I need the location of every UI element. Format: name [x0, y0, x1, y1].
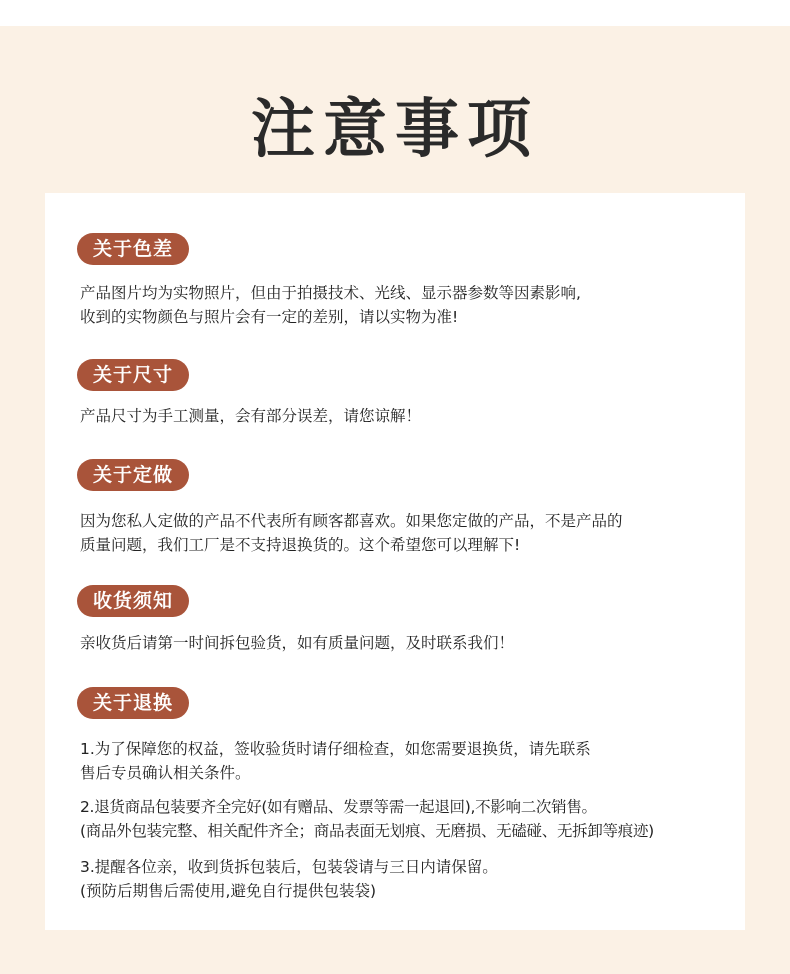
- section-heading-badge: 收货须知: [77, 585, 189, 617]
- section-heading-badge: 关于尺寸: [77, 359, 189, 391]
- section-heading-badge: 关于色差: [77, 233, 189, 265]
- section-text: 亲收货后请第一时间拆包验货，如有质量问题，及时联系我们！: [80, 634, 515, 652]
- return-rule-3: 3.提醒各位亲，收到货拆包装后，包装袋请与三日内请保留。 (预防后期售后需使用,避免自行提供包装袋): [80, 858, 498, 900]
- section-text: 产品图片均为实物照片，但由于拍摄技术、光线、显示器参数等因素影响, 收到的实物颜色与照片会有一定的差别，请以实物为准!: [80, 284, 581, 326]
- section-heading-badge: 关于定做: [77, 459, 189, 491]
- page-title: 注意事项: [251, 93, 539, 167]
- return-rule-1: 1.为了保障您的权益，签收验货时请仔细检查，如您需要退换货，请先联系 售后专员确认相关条件。: [80, 740, 591, 782]
- section-heading-badge: 关于退换: [77, 687, 189, 719]
- section-text: 产品尺寸为手工测量，会有部分误差，请您谅解！: [80, 407, 422, 425]
- notice-card: [45, 193, 745, 930]
- section-text: 因为您私人定做的产品不代表所有顾客都喜欢。如果您定做的产品，不是产品的 质量问题，我们工厂是不支持退换货的。这个希望您可以理解下!: [80, 512, 623, 554]
- return-rule-2: 2.退货商品包装要齐全完好(如有赠品、发票等需一起退回),不影响二次销售。 (商品外包装完整、相关配件齐全；商品表面无划痕、无磨损、无磕碰、无拆卸等痕迹): [80, 798, 654, 840]
